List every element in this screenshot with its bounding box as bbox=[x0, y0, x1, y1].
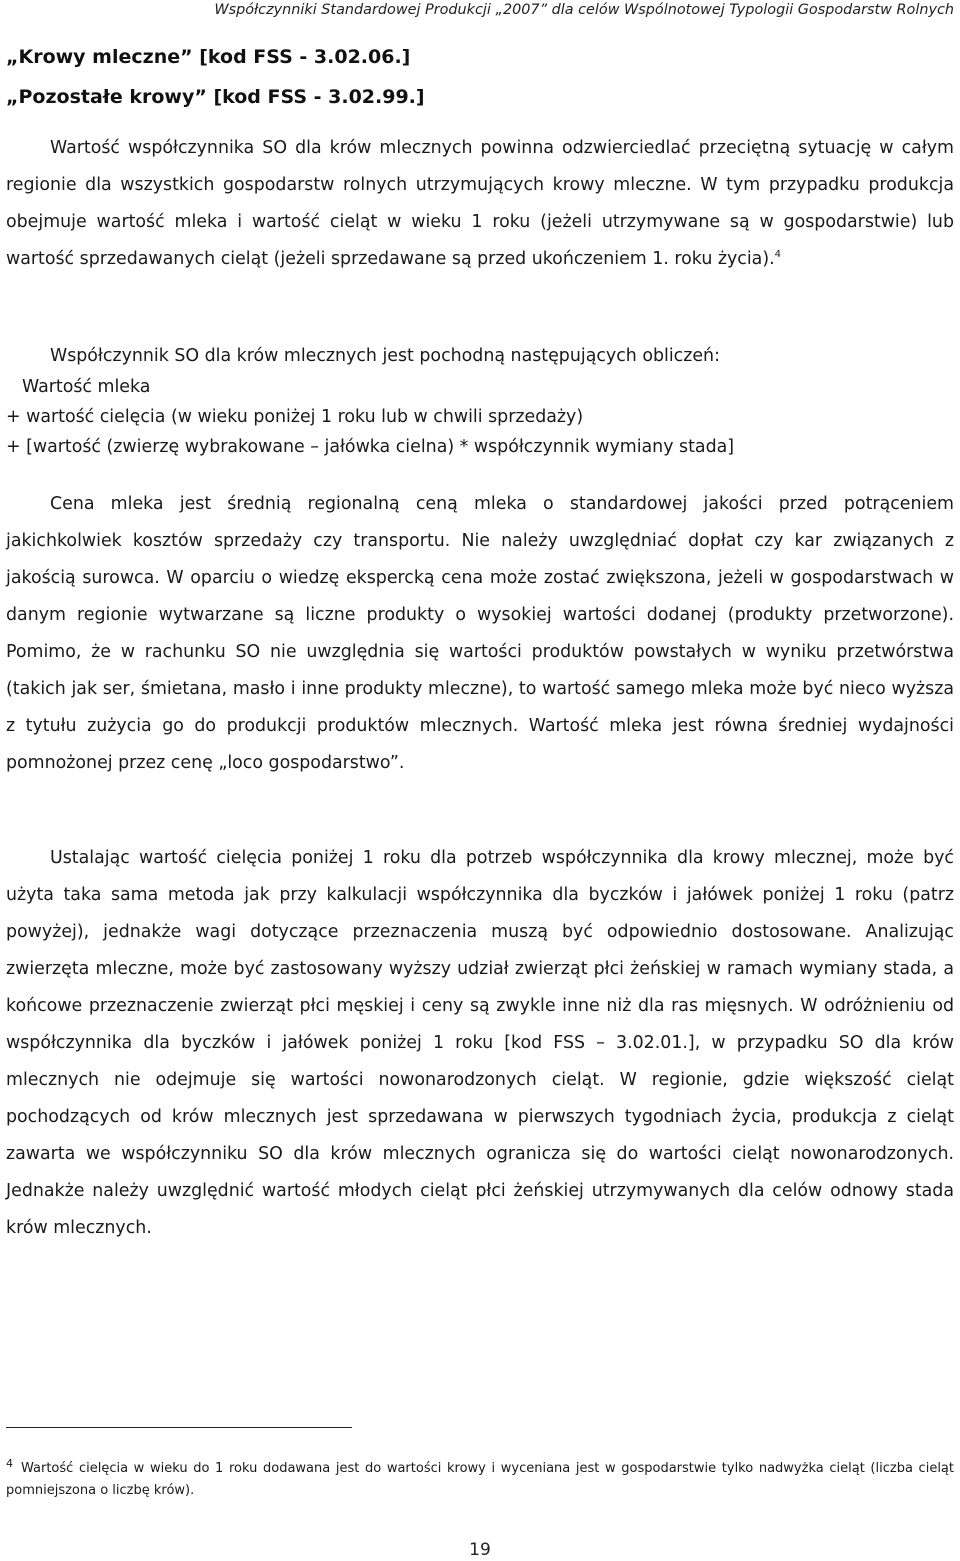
running-header: Współczynniki Standardowej Produkcji „2007” dla celów Wspólnotowej Typologii Gospodarstw Rolnych bbox=[214, 2, 954, 18]
section-title-other-cows: „Pozostałe krowy” [kod FSS - 3.02.99.] bbox=[6, 86, 425, 108]
paragraph-milk-price: Cena mleka jest średnią regionalną ceną mleka o standardowej jakości przed potrąceniem jakichkolwiek kosztów sprzedaży czy transportu. Nie należy uwzględniać dopłat czy kar związanych z jakością surowca. W oparciu o wiedzę ekspercką cena może zostać zwiększona, jeżeli w gospodarstwach w danym regionie wytwarzane są liczne produkty o wysokiej wartości dodanej (produkty przetworzone). Pomimo, że w rachunku SO nie uwzględnia się wartości produktów powstałych w wyniku przetwórstwa (takich jak ser, śmietana, masło i inne produkty mleczne), to wartość samego mleka może być nieco wyższa z tytułu zużycia go do produkcji produktów mlecznych. Wartość mleka jest równa średniej wydajności pomnożonej przez cenę „loco gospodarstwo”. bbox=[6, 494, 954, 773]
footnote-mark: 4 bbox=[6, 1456, 13, 1470]
formula-line-calf-value: + wartość cielęcia (w wieku poniżej 1 roku lub w chwili sprzedaży) bbox=[6, 407, 584, 427]
formula-line-milk-value: Wartość mleka bbox=[22, 377, 151, 397]
paragraph-calf-value: Ustalając wartość cielęcia poniżej 1 roku dla potrzeb współczynnika dla krowy mlecznej, może być użyta taka sama metoda jak przy kalkulacji współczynnika dla byczków i jałówek poniżej 1 roku (patrz powyżej), jednakże wagi dotyczące przeznaczenia muszą być odpowiednio dostosowane. Analizując zwierzęta mleczne, może być zastosowany wyższy udział zwierząt płci żeńskiej w ramach wymiany stada, a końcowe przeznaczenie zwierząt płci męskiej i ceny są zwykle inne niż dla ras mięsnych. W odróżnieniu od współczynnika dla byczków i jałówek poniżej 1 roku [kod FSS – 3.02.01.], w przypadku SO dla krów mlecznych nie odejmuje się wartości nowonarodzonych cieląt. W regionie, gdzie większość cieląt pochodzących od krów mlecznych jest sprzedawana w pierwszych tygodniach życia, produkcja z cieląt zawarta we współczynniku SO dla krów mlecznych ogranicza się do wartości cieląt nowonarodzonych. Jednakże należy uwzględnić wartość młodych cieląt płci żeńskiej utrzymywanych dla celów odnowy stada krów mlecznych. bbox=[6, 848, 954, 1238]
formula-line-culled-value: + [wartość (zwierzę wybrakowane – jałówka cielna) * współczynnik wymiany stada] bbox=[6, 437, 735, 457]
footnote-text: Wartość cielęcia w wieku do 1 roku dodawana jest do wartości krowy i wyceniana jest w gospodarstwie tylko nadwyżka cieląt (liczba cieląt pomniejszona o liczbę krów). bbox=[6, 1461, 954, 1498]
page-number: 19 bbox=[469, 1540, 491, 1560]
footnote-divider bbox=[6, 1427, 352, 1428]
paragraph-text: Wartość współczynnika SO dla krów mlecznych powinna odzwierciedlać przeciętną sytuację w całym regionie dla wszystkich gospodarstw rolnych utrzymujących krowy mleczne. W tym przypadku produkcja obejmuje wartość mleka i wartość cieląt w wieku 1 roku (jeżeli utrzymywane są w gospodarstwie) lub wartość sprzedawanych cieląt (jeżeli sprzedawane są przed ukończeniem 1. roku życia). bbox=[6, 138, 954, 269]
footnote-reference: 4 bbox=[774, 249, 782, 261]
section-title-dairy-cows: „Krowy mleczne” [kod FSS - 3.02.06.] bbox=[6, 46, 411, 68]
paragraph-so-coefficient-intro bbox=[6, 130, 954, 278]
footnote bbox=[6, 1458, 954, 1502]
paragraph-calculation-intro: Współczynnik SO dla krów mlecznych jest pochodną następujących obliczeń: bbox=[50, 346, 720, 366]
